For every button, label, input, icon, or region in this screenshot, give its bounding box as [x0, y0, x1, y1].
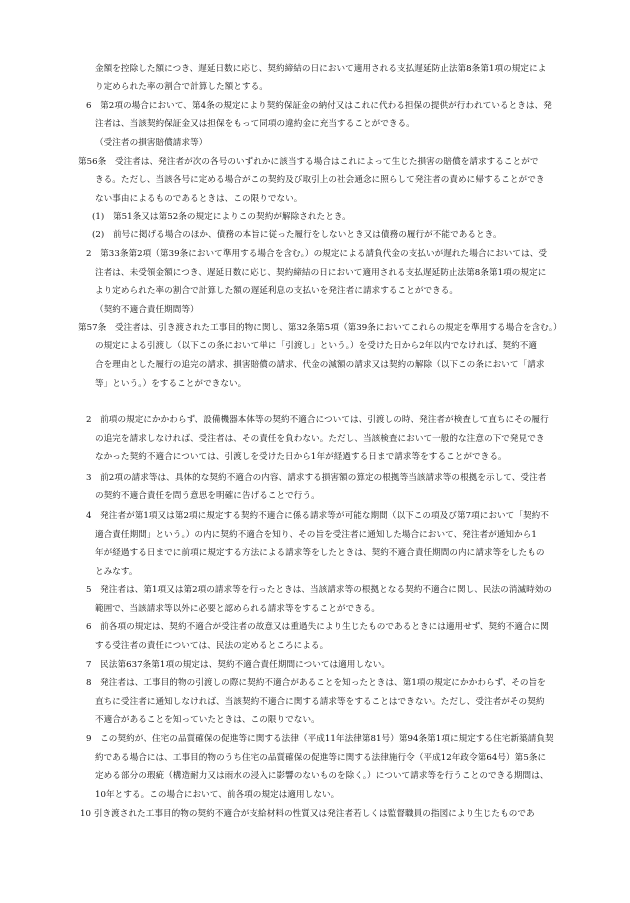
text-line: 直ちに受注者に通知しなければ、当該契約不適合に関する請求等をすることはできない。ただし、受注者がその契約 — [95, 697, 545, 707]
text-line: 6 前各項の規定は、契約不適合が受注者の故意又は重過失により生じたものであるときには適用せず、契約不適合に関 — [86, 622, 549, 632]
article-line: 第57条 受注者は、引き渡された工事目的物に関し、第32条第5項（第39条においてこれらの規定を準用する場合を含む。） — [78, 323, 562, 333]
text-line: とみなす。 — [95, 567, 138, 577]
text-line: 4 発注者が第1項又は第2項に規定する契約不適合に係る請求等が可能な期間（以下この項及び第7項において「契約不 — [86, 511, 549, 521]
text-line: 約である場合には、工事目的物のうち住宅の品質確保の促進等に関する法律施行令（平成12年政令第64号）第5条に — [95, 753, 547, 763]
text-line: 6 第2項の場合において、第4条の規定により契約保証金の納付又はこれに代わる担保の提供が行われているときは、発 — [86, 101, 552, 111]
text-line: 不適合があることを知っていたときは、この限りでない。 — [95, 715, 320, 725]
text-line: の契約不適合責任を問う意思を明確に告げることで行う。 — [95, 491, 320, 501]
text-line: 定める部分の瑕疵（構造耐力又は雨水の浸入に影響のないものを除く。）について請求等を行うことのできる期間は、 — [95, 771, 549, 781]
text-line: 10 引き渡された工事目的物の契約不適合が支給材料の性質又は発注者若しくは監督職員の指図により生じたものであ — [80, 809, 535, 819]
text-line: 7 民法第637条第1項の規定は、契約不適合責任期間については適用しない。 — [86, 660, 391, 670]
section-heading: （契約不適合責任期間等） — [95, 305, 199, 315]
text-line: の追完を請求しなければ、受注者は、その責任を負わない。ただし、当該検査において一般的な注意の下で発見でき — [95, 434, 545, 444]
text-line: の規定による引渡し（以下この条において単に「引渡し」という。）を受けた日から2年以内でなければ、契約不適 — [95, 341, 538, 351]
text-line: 5 発注者は、第1項又は第2項の請求等を行ったときは、当該請求等の根拠となる契約不適合に関し、民法の消滅時効の — [86, 585, 553, 595]
text-line: 合を理由とした履行の追完の請求、損害賠償の請求、代金の減額の請求又は契約の解除（以下この条において「請求 — [95, 360, 545, 370]
text-line: 注者は、当該契約保証金又は担保をもって同項の違約金に充当することができる。 — [95, 119, 415, 129]
text-line: する受注者の責任については、民法の定めるところによる。 — [95, 641, 329, 651]
section-heading: （受注者の損害賠償請求等） — [95, 138, 208, 148]
text-line: り定められた率の割合で計算した額とする。 — [95, 82, 268, 92]
text-line: 注者は、未受領金額につき、遅延日数に応じ、契約締結の日において適用される支払遅延防止法第8条第1項の規定に — [95, 268, 547, 278]
text-line: より定められた率の割合で計算した額の遅延利息の支払いを発注者に請求することができる。 — [95, 286, 459, 296]
list-item: (1) 第51条又は第52条の規定によりこの契約が解除されたとき。 — [92, 212, 351, 222]
text-line: 2 前項の規定にかかわらず、設備機器本体等の契約不適合については、引渡しの時、発注者が検査して直ちにその履行 — [86, 415, 549, 425]
text-line: 2 第33条第2項（第39条において準用する場合を含む。）の規定による請負代金の支払いが遅れた場合においては、受 — [86, 249, 547, 259]
text-line: 10年とする。この場合において、前各項の規定は適用しない。 — [95, 790, 340, 800]
text-line: 3 前2項の請求等は、具体的な契約不適合の内容、請求する損害額の算定の根拠等当該請求等の根拠を示して、受注者 — [86, 473, 547, 483]
text-line: 年が経過する日までに前項に規定する方法による請求等をしたときは、契約不適合責任期間の内に請求等をしたもの — [95, 548, 545, 558]
text-line: 8 発注者は、工事目的物の引渡しの際に契約不適合があることを知ったときは、第1項の規定にかかわらず、その旨を — [86, 678, 546, 688]
text-line: 範囲で、当該請求等以外に必要と認められる請求等をすることができる。 — [95, 604, 381, 614]
text-line: 金額を控除した額につき、遅延日数に応じ、契約締結の日において適用される支払遅延防止法第8条第1項の規定によ — [95, 64, 547, 74]
text-line: 適合責任期間」という。）の内に契約不適合を知り、その旨を受注者に通知した場合において、発注者が通知から1 — [95, 530, 537, 540]
text-line: なかった契約不適合については、引渡しを受けた日から1年が経過する日まで請求等をすることができる。 — [95, 452, 507, 462]
article-line: 第56条 受注者は、発注者が次の各号のいずれかに該当する場合はこれによって生じた損害の賠償を請求することがで — [78, 157, 539, 167]
text-line: 9 この契約が、住宅の品質確保の促進等に関する法律（平成11年法律第81号）第94条第1項に規定する住宅新築請負契 — [86, 734, 554, 744]
text-line: 等」という。）をすることができない。 — [95, 379, 247, 389]
text-line: きる。ただし、当該各号に定める場合がこの契約及び取引上の社会通念に照らして発注者の責めに帰することができ — [95, 175, 545, 185]
list-item: (2) 前号に掲げる場合のほか、債務の本旨に従った履行をしないとき又は債務の履行が不能であるとき。 — [92, 230, 502, 240]
text-line: ない事由によるものであるときは、この限りでない。 — [95, 194, 303, 204]
